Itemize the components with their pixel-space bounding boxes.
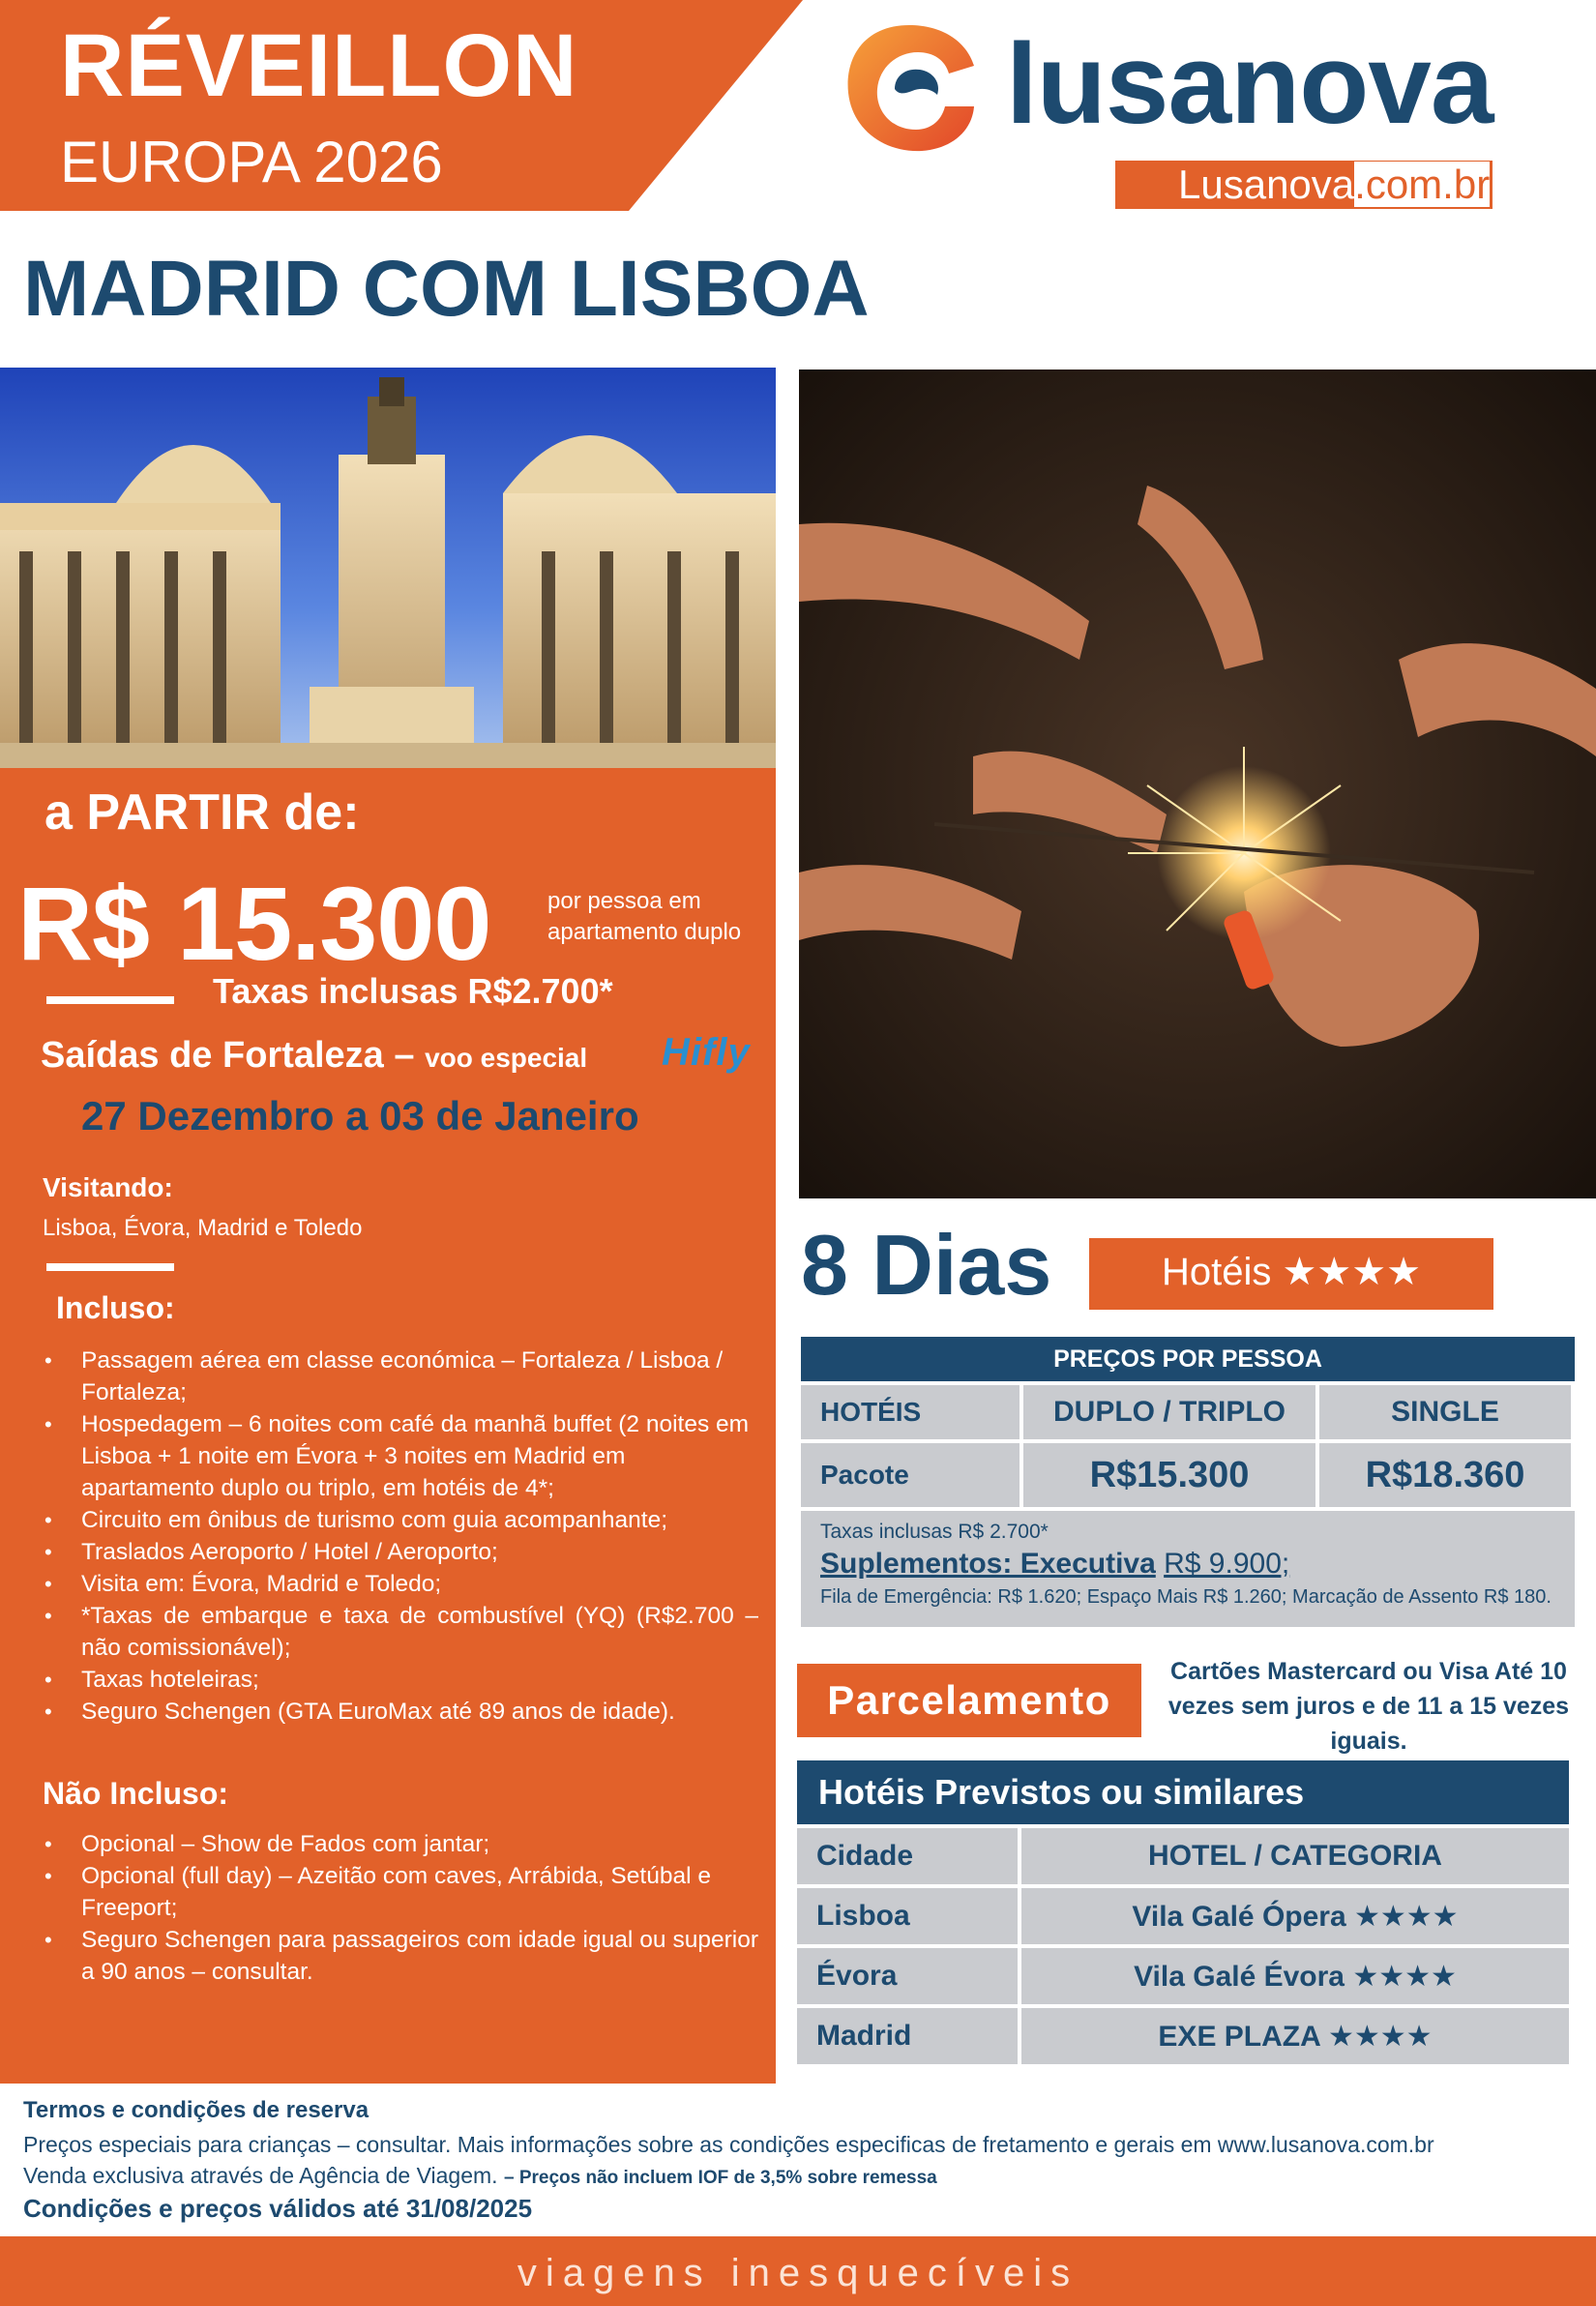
page-title: MADRID COM LISBOA: [23, 245, 870, 333]
list-item: • Taxas hoteleiras;: [43, 1664, 758, 1696]
supplements-value: R$ 9.900;: [1164, 1548, 1290, 1580]
terms-heading: Termos e condições de reserva: [23, 2097, 369, 2123]
table-header-cell: SINGLE: [1319, 1385, 1571, 1439]
hotel-table: [797, 1760, 1569, 2064]
list-item: • Traslados Aeroporto / Hotel / Aeroporto;: [43, 1536, 758, 1568]
table-cell: Pacote: [801, 1443, 1020, 1507]
validity-note: Condições e preços válidos até 31/08/2025: [23, 2194, 533, 2223]
taxes-note: Taxas inclusas R$2.700*: [213, 971, 613, 1011]
table-header-cell: HOTEL / CATEGORIA: [1021, 1828, 1569, 1884]
table-cell: EXE PLAZA ★★★★: [1021, 2008, 1569, 2064]
table-header-cell: DUPLO / TRIPLO: [1023, 1385, 1315, 1439]
terms-text: Venda exclusiva através de Agência de Viagem.: [23, 2163, 498, 2188]
header-title: RÉVEILLON: [60, 16, 578, 115]
supplements-label: Suplementos: Executiva: [820, 1548, 1156, 1580]
hotels-badge-label: Hotéis ★★★★: [1162, 1251, 1421, 1293]
logo-wordmark: lusanova: [1006, 20, 1493, 148]
table-cell: R$18.360: [1319, 1443, 1571, 1507]
divider: [46, 996, 174, 1004]
duration: 8 Dias: [801, 1217, 1052, 1313]
list-item: • Visita em: Évora, Madrid e Toledo;: [43, 1568, 758, 1600]
table-header-cell: HOTÉIS: [801, 1385, 1020, 1439]
terms-line: Preços especiais para crianças – consultar. Mais informações sobre as condições especificas de fretamento e gerais em www.lusanova.com.br: [23, 2132, 1434, 2157]
table-cell: Vila Galé Évora ★★★★: [1021, 1948, 1569, 2004]
visiting-cities: Lisboa, Évora, Madrid e Toledo: [43, 1215, 363, 1241]
price-table: [801, 1337, 1575, 1627]
departures-note: voo especial: [425, 1043, 588, 1073]
table-row: [801, 1385, 1575, 1439]
table-cell: Vila Galé Ópera ★★★★: [1021, 1888, 1569, 1944]
list-item: • *Taxas de embarque e taxa de combustível (YQ) (R$2.700 – não comissionável);: [43, 1600, 758, 1664]
hotel-table-title: Hotéis Previstos ou similares: [797, 1760, 1569, 1824]
terms-line: [23, 2163, 937, 2189]
price-note: por pessoa em apartamento duplo: [547, 888, 742, 946]
price-headline: R$ 15.300: [17, 865, 491, 982]
madrid-monument-photo: [0, 368, 776, 768]
travel-dates: 27 Dezembro a 03 de Janeiro: [81, 1093, 639, 1138]
table-row: [797, 2008, 1569, 2064]
visiting-heading: Visitando:: [43, 1172, 173, 1202]
table-header-cell: Cidade: [797, 1828, 1018, 1884]
included-list: [43, 1345, 758, 1728]
table-row: [797, 1948, 1569, 2004]
airline-logo: Hifly: [662, 1031, 751, 1074]
list-item: • Seguro Schengen (GTA EuroMax até 89 anos de idade).: [43, 1696, 758, 1728]
departures-city: Saídas de Fortaleza –: [41, 1035, 415, 1076]
iof-note: – Preços não incluem IOF de 3,5% sobre remessa: [503, 2168, 937, 2188]
price-notes: [801, 1511, 1575, 1627]
installments-label: Parcelamento: [827, 1677, 1111, 1723]
list-item: • Seguro Schengen para passageiros com idade igual ou superior a 90 anos – consultar.: [43, 1924, 758, 1988]
list-item: • Passagem aérea em classe económica – Fortaleza / Lisboa / Fortaleza;: [43, 1345, 758, 1408]
lusanova-logo-icon: [837, 17, 982, 163]
taxes-note: Taxas inclusas R$ 2.700*: [820, 1521, 1049, 1543]
list-item: • Opcional (full day) – Azeitão com caves, Arrábida, Setúbal e Freeport;: [43, 1860, 758, 1924]
website-link[interactable]: [1178, 164, 1490, 205]
table-cell: Madrid: [797, 2008, 1018, 2064]
table-row: [801, 1443, 1575, 1507]
header-subtitle: EUROPA 2026: [60, 130, 443, 194]
installments-text: Cartões Mastercard ou Visa Até 10 vezes sem juros e de 11 a 15 vezes iguais.: [1167, 1658, 1570, 1755]
website-domain: .com.br: [1354, 162, 1491, 207]
table-row: [797, 1888, 1569, 1944]
list-item: • Opcional – Show de Fados com jantar;: [43, 1828, 758, 1860]
divider: [46, 1263, 174, 1271]
footer-tagline: viagens inesquecíveis: [517, 2252, 1079, 2294]
supplements-line: [820, 1548, 1555, 1581]
table-cell: Lisboa: [797, 1888, 1018, 1944]
included-heading: Incluso:: [56, 1290, 175, 1325]
not-included-list: [43, 1828, 758, 1988]
price-table-title: PREÇOS POR PESSOA: [801, 1337, 1575, 1381]
extras-note: Fila de Emergência: R$ 1.620; Espaço Mais R$ 1.260; Marcação de Assento R$ 180.: [820, 1586, 1552, 1608]
not-included-heading: Não Incluso:: [43, 1776, 229, 1811]
departures-line: [41, 1035, 587, 1077]
table-cell: Évora: [797, 1948, 1018, 2004]
table-cell: R$15.300: [1023, 1443, 1315, 1507]
list-item: • Circuito em ônibus de turismo com guia acompanhante;: [43, 1504, 758, 1536]
list-item: • Hospedagem – 6 noites com café da manhã buffet (2 noites em Lisboa + 1 noite em Évora + 3 noites em Madrid em apartamento duplo ou triplo, em hotéis de 4*;: [43, 1408, 758, 1504]
sparkler-hands-photo: [799, 370, 1596, 1198]
table-row: [797, 1828, 1569, 1884]
from-label: a PARTIR de:: [44, 784, 360, 841]
website-name: Lusanova: [1178, 162, 1355, 207]
